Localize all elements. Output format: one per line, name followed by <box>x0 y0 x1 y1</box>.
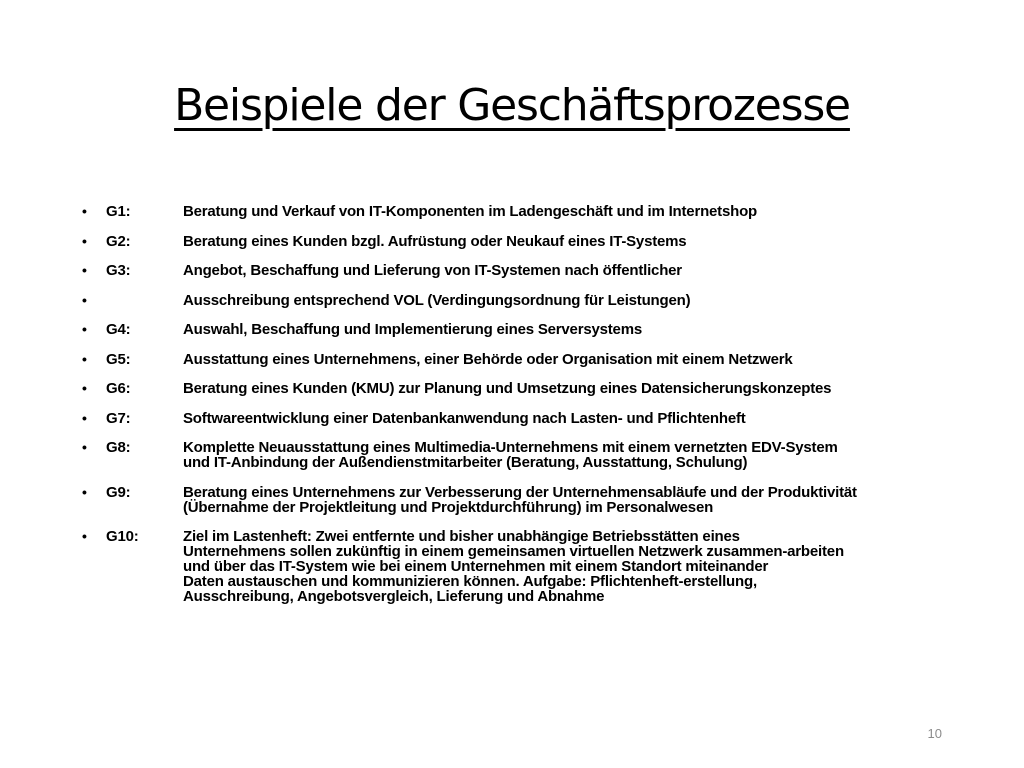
bullet-icon: • <box>82 203 87 219</box>
process-description: Beratung eines Kunden bzgl. Aufrüstung oder Neukauf eines IT-Systems <box>183 232 687 250</box>
slide-title <box>0 78 1024 134</box>
list-item <box>82 485 982 515</box>
bullet-icon: • <box>82 321 87 337</box>
page-number: 10 <box>927 726 942 741</box>
list-item <box>82 322 982 337</box>
list-item <box>82 204 982 219</box>
process-code: G2: <box>106 232 131 250</box>
list-item <box>82 381 982 396</box>
list-item <box>82 293 982 308</box>
bullet-icon: • <box>82 350 87 367</box>
process-code: G4: <box>106 321 131 338</box>
process-description: Angebot, Beschaffung und Lieferung von IT-Systemen nach öffentlicher <box>183 262 682 279</box>
list-item <box>82 529 982 604</box>
bullet-icon: • <box>82 291 87 308</box>
process-code: G7: <box>106 409 131 427</box>
process-code: G5: <box>106 350 131 368</box>
process-description: Komplette Neuausstattung eines Multimedia-Unternehmens mit einem vernetzten EDV-System und IT-Anbindung der Außendienstmitarbeiter (Beratung, Ausstattung, Schulung) <box>183 439 838 471</box>
list-item <box>82 234 982 249</box>
bullet-icon: • <box>82 528 87 544</box>
process-description: Ausstattung eines Unternehmens, einer Behörde oder Organisation mit einem Netzwerk <box>183 350 793 368</box>
list-item <box>82 411 982 426</box>
process-code: G1: <box>106 203 131 220</box>
bullet-icon: • <box>82 439 87 455</box>
process-description: Beratung und Verkauf von IT-Komponenten im Ladengeschäft und im Internetshop <box>183 203 758 220</box>
process-code: G9: <box>106 483 131 501</box>
process-description: Ziel im Lastenheft: Zwei entfernte und bisher unabhängige Betriebsstätten eines Unternehmens sollen zukünftig in einem gemeinsamen virtuellen Netzwerk zusammen-arbeiten und über das IT-System wie bei einem Unternehmen mit einem Standort miteinander Daten austauschen und kommunizieren können. Aufgabe: Pflichtenheft-erstellung, Ausschreibung, Angebotsvergleich, Lieferung und Abnahme <box>183 528 844 605</box>
process-code: G8: <box>106 439 131 456</box>
process-description: Auswahl, Beschaffung und Implementierung eines Serversystems <box>183 321 642 338</box>
process-description: Ausschreibung entsprechend VOL (Verdingungsordnung für Leistungen) <box>183 291 691 309</box>
list-item <box>82 263 982 278</box>
list-item <box>82 440 982 470</box>
bullet-icon: • <box>82 232 87 249</box>
list-item <box>82 352 982 367</box>
process-list <box>82 204 982 619</box>
slide-title-text: Beispiele der Geschäftsprozesse <box>174 80 850 131</box>
process-code: G10: <box>106 528 139 545</box>
bullet-icon: • <box>82 380 87 396</box>
bullet-icon: • <box>82 483 87 500</box>
bullet-icon: • <box>82 262 87 278</box>
process-code: G6: <box>106 380 131 397</box>
process-description: Softwareentwicklung einer Datenbankanwendung nach Lasten- und Pflichtenheft <box>183 409 746 427</box>
process-description: Beratung eines Kunden (KMU) zur Planung und Umsetzung eines Datensicherungskonzeptes <box>183 380 832 397</box>
bullet-icon: • <box>82 409 87 426</box>
process-description: Beratung eines Unternehmens zur Verbesserung der Unternehmensabläufe und der Produktivität (Übernahme der Projektleitung und Projektdurchführung) im Personalwesen <box>183 483 857 516</box>
process-code: G3: <box>106 262 131 279</box>
